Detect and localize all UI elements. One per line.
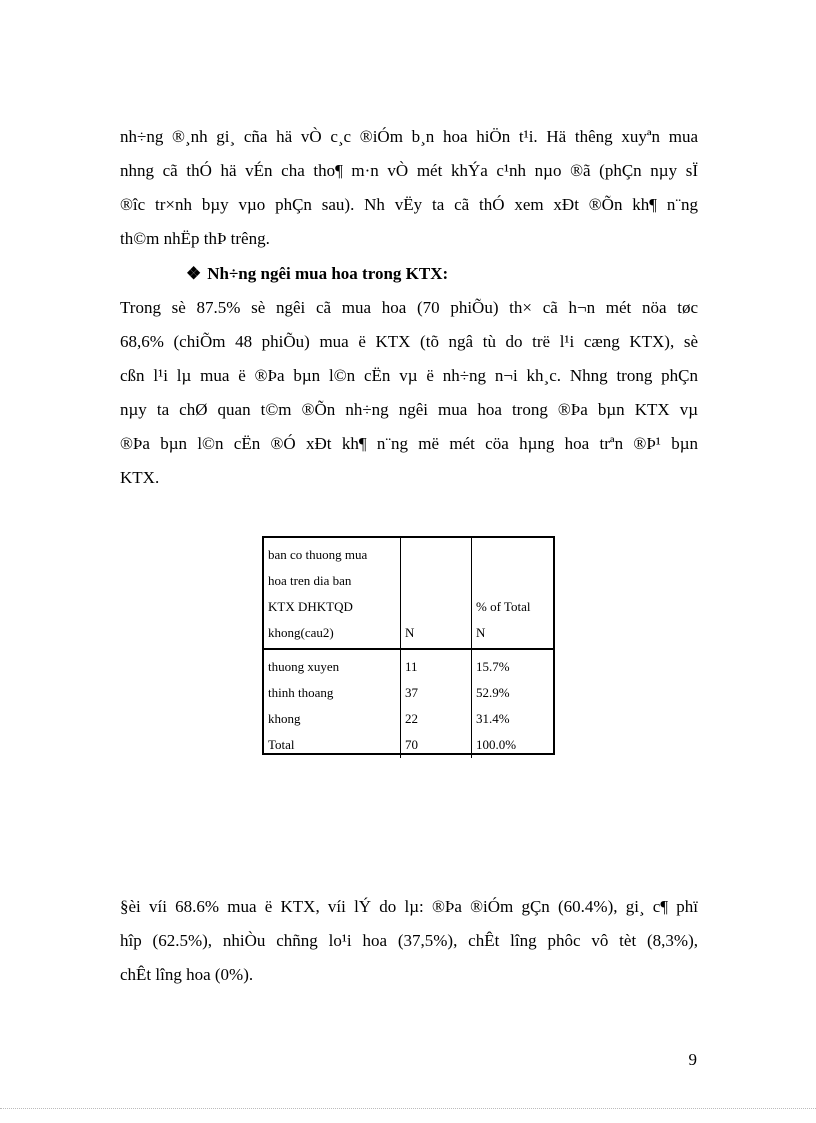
diamond-bullet-icon: ❖ (186, 264, 202, 283)
row-label: Total (268, 737, 295, 752)
header-percent-total: % of Total N (472, 538, 554, 649)
frequency-table (262, 536, 555, 755)
text-line: Trong sè 87.5% sè ngêi cã mua hoa (70 phiÕu) th× cã h¬n mét nöa tøc (120, 298, 698, 317)
header-n: N (401, 538, 472, 649)
header-question: ban co thuong mua hoa tren dia ban KTX DHKTQD khong(cau2) (264, 538, 401, 649)
paragraph-intro (120, 120, 698, 256)
text-line: chÊt lîng hoa (0%). (120, 965, 254, 984)
row-percent: 31.4% (472, 706, 554, 732)
paragraph-ktx-buyers (120, 291, 698, 495)
text-line: §èi víi 68.6% mua ë KTX, víi lÝ do lµ: ®Þa ®iÓm gÇn (60.4%), gi¸ c¶ phï (120, 897, 698, 916)
row-label: thuong xuyen (268, 659, 340, 674)
row-percent: 15.7% (472, 649, 554, 680)
table-row (264, 732, 553, 758)
row-label: khong (268, 711, 301, 726)
row-n: 37 (401, 680, 472, 706)
text-line: ®Þa bµn l©n cËn ®Ó xÐt kh¶ n¨ng më mét cöa hµng hoa trªn ®Þ¹ bµn (120, 434, 698, 453)
table-header-row (264, 538, 553, 649)
page-number: 9 (688, 1050, 697, 1069)
text-line: hîp (62.5%), nhiÒu chñng lo¹i hoa (37,5%), chÊt lîng phôc vô tèt (8,3%), (120, 931, 698, 950)
section-heading (186, 257, 448, 291)
paragraph-reasons (120, 890, 698, 992)
row-percent: 52.9% (472, 680, 554, 706)
row-label: thinh thoang (268, 685, 334, 700)
text-line: cßn l¹i lµ mua ë ®Þa bµn l©n cËn vµ ë nh÷ng n¬i kh¸c. Nhng trong phÇn (120, 366, 698, 385)
text-line: nhng cã thÓ hä vÉn cha tho¶ m·n vÒ mét khÝa c¹nh nµo ®ã (phÇn nµy sÏ (120, 161, 698, 180)
text-line: KTX. (120, 468, 160, 487)
text-line: nh÷ng ®¸nh gi¸ cña hä vÒ c¸c ®iÓm b¸n hoa hiÖn t¹i. Hä thêng xuyªn mua (120, 127, 698, 146)
page-bottom-divider (0, 1108, 816, 1109)
row-n: 22 (401, 706, 472, 732)
row-percent: 100.0% (472, 732, 554, 758)
table-row (264, 649, 553, 680)
row-n: 11 (401, 649, 472, 680)
text-line: th©m nhËp thÞ trêng. (120, 229, 270, 248)
section-heading-text: Nh÷ng ngêi mua hoa trong KTX: (207, 264, 449, 283)
text-line: nµy ta chØ quan t©m ®Õn nh÷ng ngêi mua hoa trong ®Þa bµn KTX vµ (120, 400, 698, 419)
text-line: 68,6% (chiÕm 48 phiÕu) mua ë KTX (tõ ngâ tù do trë l¹i cæng KTX), sè (120, 332, 698, 351)
row-n: 70 (401, 732, 472, 758)
text-line: ®îc tr×nh bµy vµo phÇn sau). Nh vËy ta cã thÓ xem xÐt ®Õn kh¶ n¨ng (120, 195, 698, 214)
table-row (264, 706, 553, 732)
table-row (264, 680, 553, 706)
